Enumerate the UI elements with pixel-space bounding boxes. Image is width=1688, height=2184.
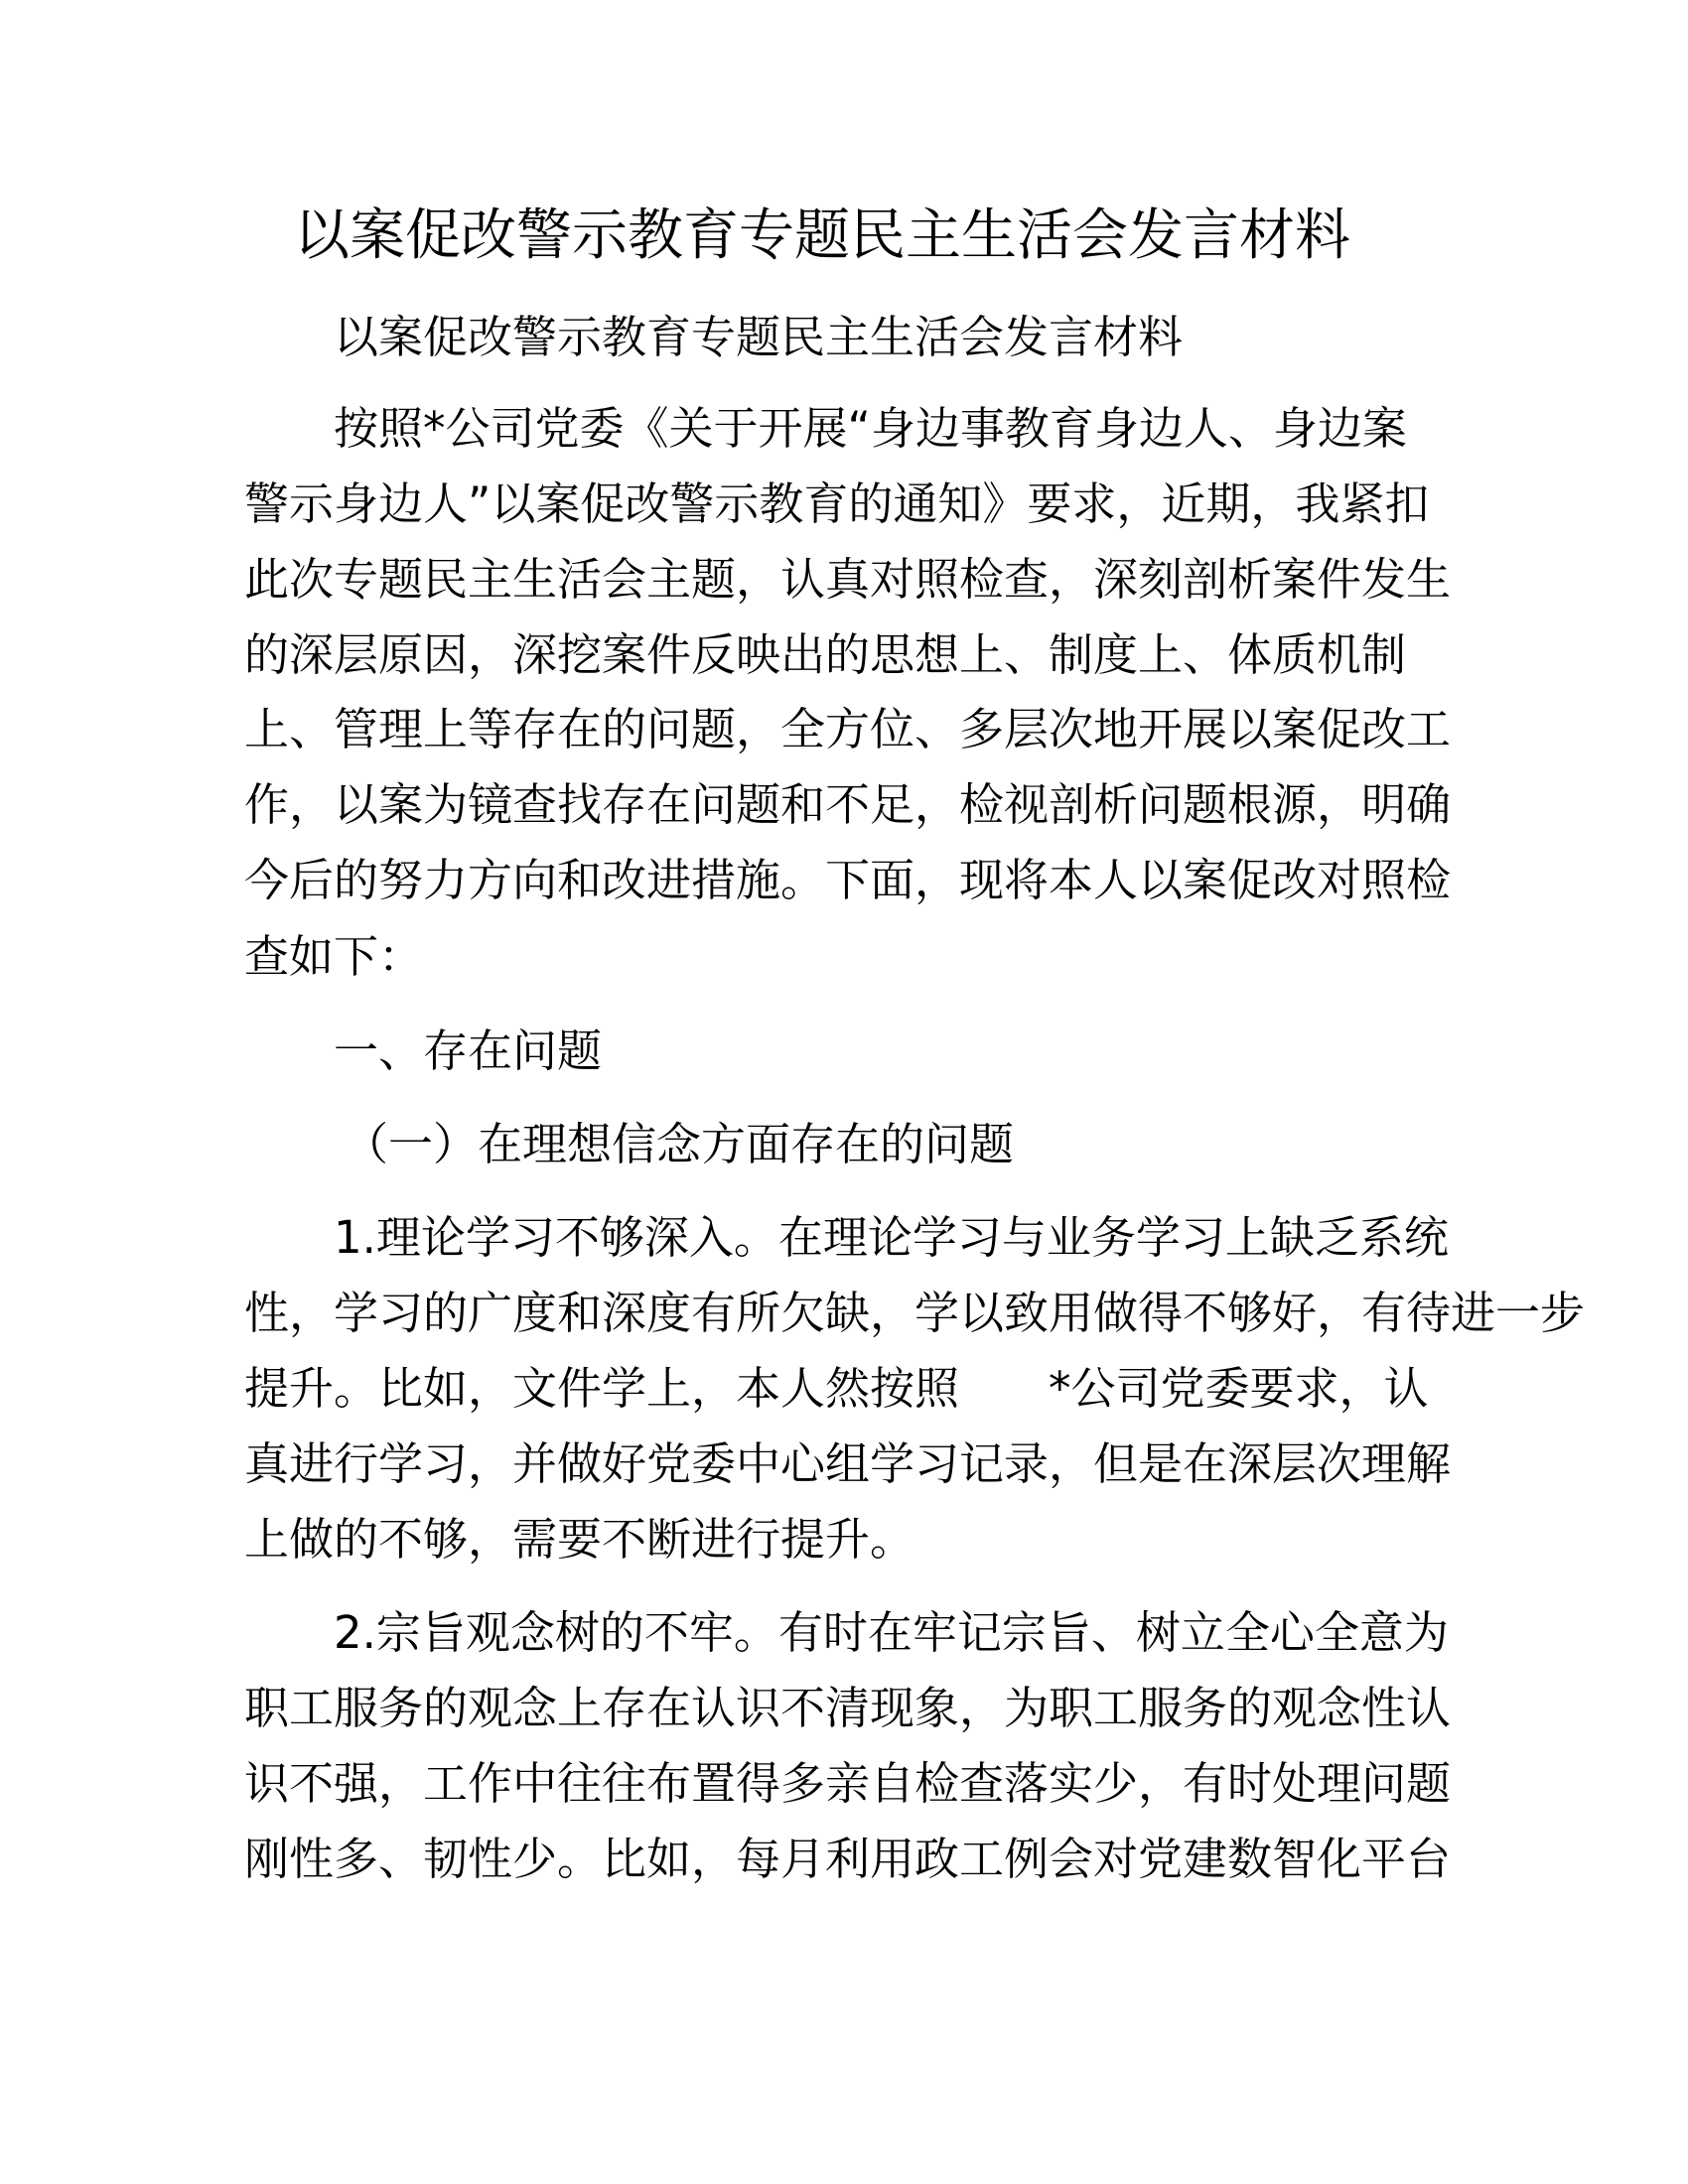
paragraph-line: 作，以案为镜查找存在问题和不足，检视剖析问题根源，明确 [244, 778, 1452, 831]
paragraph-line: 上、管理上等存在的问题，全方位、多层次地开展以案促改工 [244, 703, 1452, 755]
paragraph-line: 识不强，工作中往往布置得多亲自检查落实少，有时处理问题 [244, 1757, 1452, 1810]
paragraph-line: 刚性多、韧性少。比如，每月利用政工例会对党建数智化平台 [244, 1833, 1452, 1885]
paragraph-line: 1.理论学习不够深入。在理论学习与业务学习上缺乏系统 [334, 1211, 1449, 1264]
paragraph-line: 职工服务的观念上存在认识不清现象，为职工服务的观念性认 [244, 1682, 1452, 1734]
paragraph-line: 的深层原因，深挖案件反映出的思想上、制度上、体质机制 [244, 628, 1407, 681]
paragraph-line: 真进行学习，并做好党委中心组学习记录，但是在深层次理解 [244, 1437, 1452, 1490]
paragraph-line: 上做的不够，需要不断进行提升。 [244, 1513, 915, 1566]
paragraph-line: 今后的努力方向和改进措施。下面，现将本人以案促改对照检 [244, 854, 1452, 906]
subsection-heading: （一）在理想信念方面存在的问题 [344, 1118, 1015, 1170]
paragraph-line: 性，学习的广度和深度有所欠缺，学以致用做得不够好，有待进一步 [244, 1287, 1586, 1339]
section-heading: 一、存在问题 [334, 1024, 603, 1077]
paragraph-line: 提升。比如，文件学上，本人然按照 [244, 1362, 960, 1415]
paragraph-line: 2.宗旨观念树的不牢。有时在牢记宗旨、树立全心全意为 [334, 1606, 1449, 1659]
paragraph-line: 此次专题民主生活会主题，认真对照检查，深刻剖析案件发生 [244, 553, 1452, 606]
document-subtitle: 以案促改警示教育专题民主生活会发言材料 [334, 311, 1184, 363]
paragraph-line: 查如下： [244, 930, 424, 983]
paragraph-line: 按照*公司党委《关于开展“身边事教育身边人、身边案 [334, 402, 1407, 455]
paragraph-line: 警示身边人”以案促改警示教育的通知》要求，近期，我紧扣 [244, 478, 1430, 530]
document-title: 以案促改警示教育专题民主生活会发言材料 [294, 204, 1350, 268]
paragraph-line-continuation: *公司党委要求，认 [1049, 1362, 1429, 1415]
